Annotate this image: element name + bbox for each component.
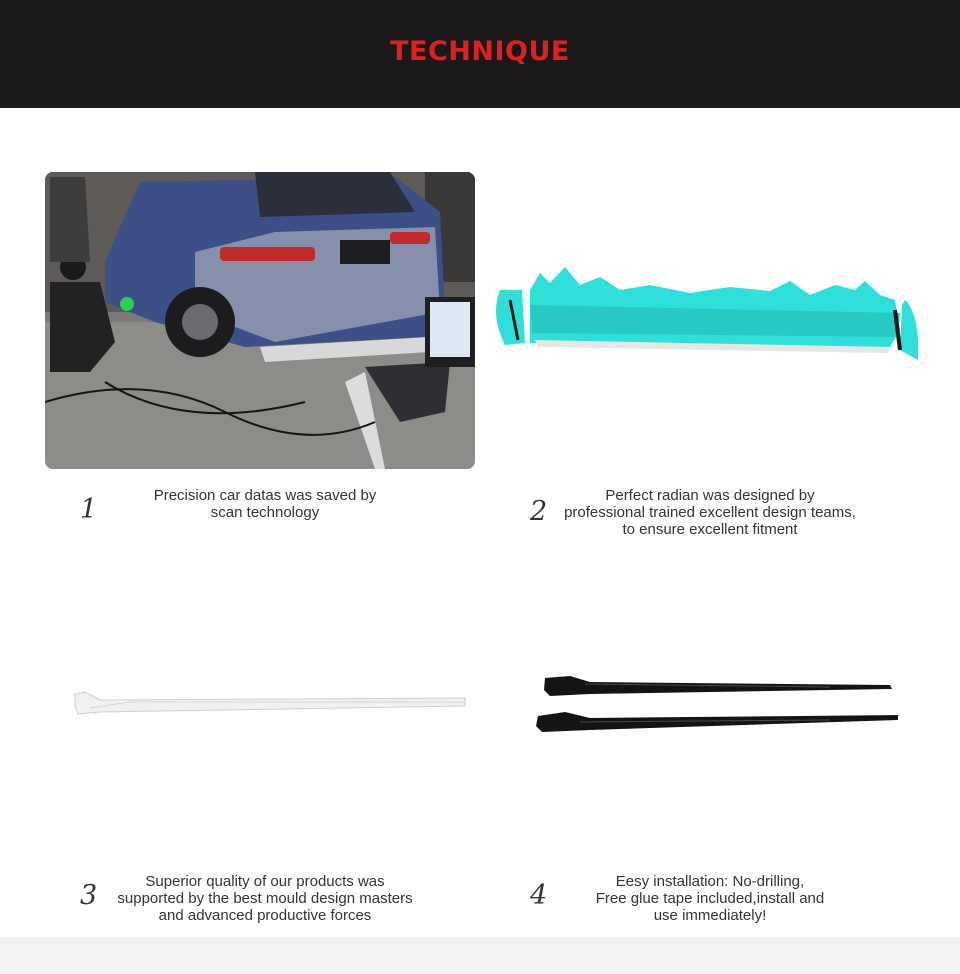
step-3-caption: Superior quality of our products was supported by the best mould design masters and advanced productive forces bbox=[117, 873, 413, 924]
step-3-number: 3 bbox=[80, 880, 98, 911]
header-band bbox=[0, 0, 960, 108]
footer-band bbox=[0, 937, 960, 974]
step-2-number: 2 bbox=[530, 496, 548, 527]
step-1-caption: Precision car datas was saved by scan technology bbox=[153, 487, 377, 521]
page-title: TECHNIQUE bbox=[390, 36, 570, 67]
step-4-caption: Eesy installation: No-drilling, Free glue tape included,install and use immediately! bbox=[595, 873, 825, 924]
cad-model-image bbox=[490, 255, 922, 375]
white-side-skirt-image bbox=[70, 688, 470, 718]
step-1-number: 1 bbox=[80, 494, 98, 525]
carbon-side-skirts-image bbox=[530, 672, 902, 738]
scan-photo bbox=[45, 172, 475, 469]
step-2-caption: Perfect radian was designed by professional trained excellent design teams, to ensure excellent fitment bbox=[564, 487, 856, 538]
step-4-number: 4 bbox=[530, 880, 548, 911]
